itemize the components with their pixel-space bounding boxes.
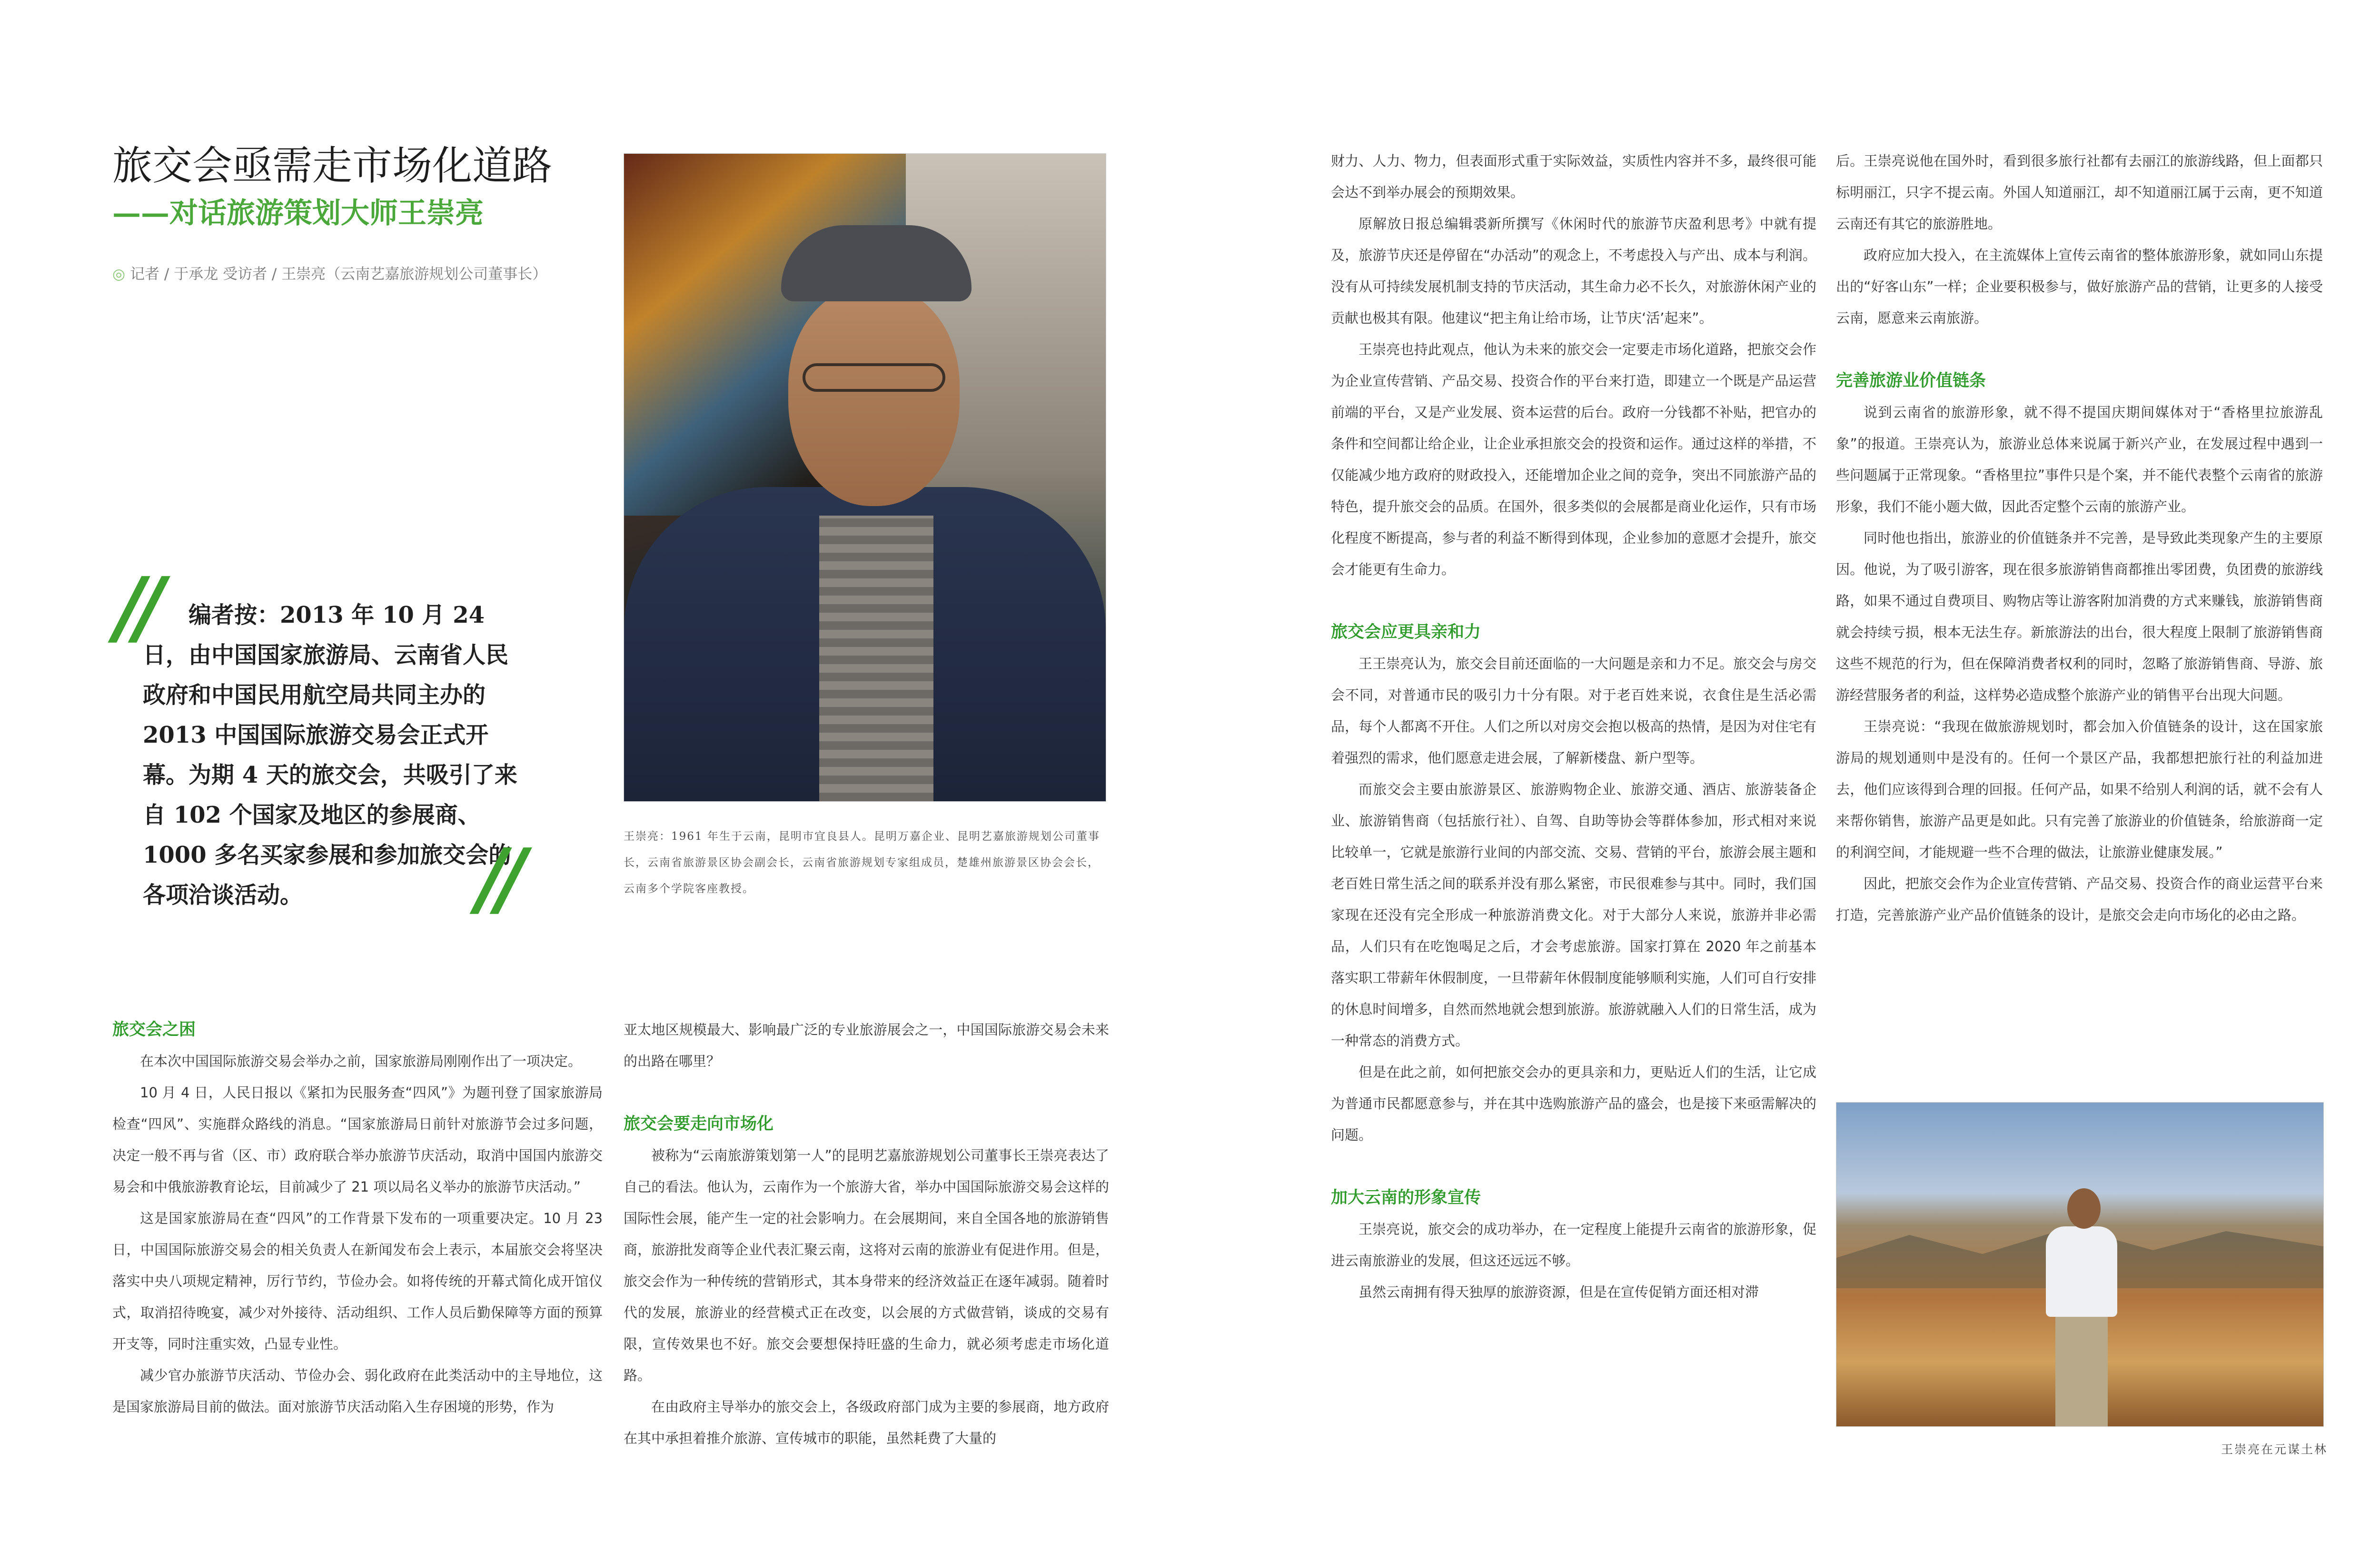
paragraph: 后。王崇亮说他在国外时，看到很多旅行社都有去丽江的旅游线路，但上面都只标明丽江，只字不提云南。外国人知道丽江，却不知道丽江属于云南，更不知道云南还有其它的旅游胜地。 [1836, 153, 2323, 232]
paragraph: 说到云南省的旅游形象，就不得不提国庆期间媒体对于“香格里拉旅游乱象”的报道。王崇亮认为，旅游业总体来说属于新兴产业，在发展过程中遇到一些问题属于正常现象。“香格里拉”事件只是个案，并不能代表整个云南省的旅游形象，我们不能小题大做，因此否定整个云南的旅游产业。 [1836, 404, 2323, 515]
paragraph: 虽然云南拥有得天独厚的旅游资源，但是在宣传促销方面还相对滞 [1359, 1284, 1759, 1300]
paragraph: 被称为“云南旅游策划第一人”的昆明艺嘉旅游规划公司董事长王崇亮表达了自己的看法。他认为，云南作为一个旅游大省，举办中国国际旅游交易会这样的国际性会展，能产生一定的社会影响力。在会展期间，来自全国各地的旅游销售商，旅游批发商等企业代表汇聚云南，这将对云南的旅游业有促进作用。但是，旅交会作为一种传统的营销形式，其本身带来的经济效益正在逐年减弱。随着时代的发展，旅游业的经营模式正在改变，以会展的方式做营销，谈成的交易有限，宣传效果也不好。旅交会要想保持旺盛的生命力，就必须考虑走市场化道路。 [624, 1147, 1109, 1383]
paragraph: 政府应加大投入，在主流媒体上宣传云南省的整体旅游形象，就如同山东提出的“好客山东”一样；企业要积极参与，做好旅游产品的营销，让更多的人接受云南，愿意来云南旅游。 [1836, 247, 2323, 326]
quote-close-icon: // [476, 831, 516, 926]
paragraph: 王崇亮说：“我现在做旅游规划时，都会加入价值链条的设计，这在国家旅游局的规划通则中是没有的。任何一个景区产品，我都想把旅行社的利益加进去，他们应该得到合理的回报。任何产品，如果不给别人利润的话，就不会有人来帮你销售，旅游产品更是如此。只有完善了旅游业的价值链条，给旅游商一定的利润空间，才能规避一些不合理的做法，让旅游业健康发展。” [1836, 718, 2323, 860]
paragraph: 王王崇亮认为，旅交会目前还面临的一大问题是亲和力不足。旅交会与房交会不同，对普通市民的吸引力十分有限。对于老百姓来说，衣食住是生活必需品，每个人都离不开住。人们之所以对房交会抱以极高的热情，是因为对住宅有着强烈的需求，他们愿意走进会展，了解新楼盘、新户型等。 [1331, 656, 1816, 766]
left-column-2 [624, 1014, 1109, 1454]
quote-open-icon: // [114, 559, 155, 655]
paragraph: 10 月 4 日，人民日报以《紧扣为民服务查“四风”》为题刊登了国家旅游局检查“四风”、实施群众路线的消息。“国家旅游局日前针对旅游节会过多问题，决定一般不再与省（区、市）政府联合举办旅游节庆活动，取消中国国内旅游交易会和中俄旅游教育论坛，目前减少了 21 项以局名义举办的旅游节庆活动。” [112, 1084, 603, 1195]
byline [112, 262, 612, 283]
portrait-caption: 王崇亮：1961 年生于云南，昆明市宜良县人。昆明万嘉企业、昆明艺嘉旅游规划公司董事长，云南省旅游景区协会副会长，云南省旅游规划专家组成员，楚雄州旅游景区协会会长，云南多个学院客座教授。 [624, 830, 1100, 895]
paragraph: 在由政府主导举办的旅交会上，各级政府部门成为主要的参展商，地方政府在其中承担着推介旅游、宣传城市的职能，虽然耗费了大量的 [624, 1399, 1109, 1446]
paragraph: 因此，把旅交会作为企业宣传营销、产品交易、投资合作的商业运营平台来打造，完善旅游产业产品价值链条的设计，是旅交会走向市场化的必由之路。 [1836, 875, 2323, 923]
paragraph: 而旅交会主要由旅游景区、旅游购物企业、旅游交通、酒店、旅游装备企业、旅游销售商（包括旅行社）、自驾、自助等协会等群体参加，形式相对来说比较单一，它就是旅游行业间的内部交流、交易、营销的平台，旅游会展主题和老百姓日常生活之间的联系并没有那么紧密，市民很难参与其中。同时，我们国家现在还没有完全形成一种旅游消费文化。对于大部分人来说，旅游并非必需品，人们只有在吃饱喝足之后，才会考虑旅游。国家打算在 2020 年之前基本落实职工带薪年休假制度，一旦带薪年休假制度能够顺利实施，人们可自行安排的休息时间增多，自然而然地就会想到旅游。旅游就融入人们的日常生活，成为一种常态的消费方式。 [1331, 781, 1816, 1049]
paragraph: 同时他也指出，旅游业的价值链条并不完善，是导致此类现象产生的主要原因。他说，为了吸引游客，现在很多旅游销售商都推出零团费，负团费的旅游线路，如果不通过自费项目、购物店等让游客附加消费的方式来赚钱，旅游销售商就会持续亏损，根本无法生存。新旅游法的出台，很大程度上限制了旅游销售商这些不规范的行为，但在保障消费者权利的同时，忽略了旅游销售商、导游、旅游经营服务者的利益，这样势必造成整个旅游产业的销售平台出现大问题。 [1836, 530, 2323, 703]
portrait-photo [624, 153, 1106, 802]
paragraph: 减少官办旅游节庆活动、节俭办会、弱化政府在此类活动中的主导地位，这是国家旅游局目前的做法。面对旅游节庆活动陷入生存困境的形势，作为 [112, 1367, 603, 1415]
landscape-photo [1836, 1102, 2324, 1427]
section-heading: 旅交会之困 [112, 1020, 196, 1039]
face [788, 287, 960, 506]
editor-note: 编者按：2013 年 10 月 24 日，由中国国家旅游局、云南省人民政府和中国民用航空局共同主办的 2013 中国国际旅游交易会正式开幕。为期 4 天的旅交会，共吸引了来自 102 个国家及地区的参展商、1000 多名买家参展和参加旅交会的各项洽谈活动。 [143, 602, 517, 908]
article-title: 旅交会亟需走市场化道路 [112, 142, 553, 189]
article-subtitle: ——对话旅游策划大师王崇亮 [112, 197, 484, 230]
paragraph: 王崇亮说，旅交会的成功举办，在一定程度上能提升云南省的旅游形象，促进云南旅游业的发展，但这还远远不够。 [1331, 1221, 1816, 1269]
trousers [2055, 1314, 2108, 1426]
paragraph: 但是在此之前，如何把旅交会办的更具亲和力，更贴近人们的生活，让它成为普通市民都愿意参与，并在其中选购旅游产品的盛会，也是接下来亟需解决的问题。 [1331, 1064, 1816, 1143]
head [2067, 1188, 2101, 1229]
person-figure [2046, 1188, 2117, 1426]
paragraph: 财力、人力、物力，但表面形式重于实际效益，实质性内容并不多，最终很可能会达不到举办展会的预期效果。 [1331, 153, 1816, 200]
left-column-1 [112, 1014, 603, 1423]
plaid-shirt [819, 516, 933, 801]
byline-text: 记者 / 于承龙 受访者 / 王崇亮（云南艺嘉旅游规划公司董事长） [130, 266, 547, 283]
section-heading: 完善旅游业价值链条 [1836, 371, 1986, 390]
right-column-1 [1331, 145, 1816, 1308]
paragraph: 王崇亮也持此观点，他认为未来的旅交会一定要走市场化道路，把旅交会作为企业宣传营销、产品交易、投资合作的平台来打造，即建立一个既是产品运营前端的平台，又是产业发展、资本运营的后台。政府一分钱都不补贴，把官办的条件和空间都让给企业，让企业承担旅交会的投资和运作。通过这样的举措，不仅能减少地方政府的财政投入，还能增加企业之间的竞争，突出不同旅游产品的特色，提升旅交会的品质。在国外，很多类似的会展都是商业化运作，只有市场化程度不断提高，参与者的利益不断得到体现，企业参加的意愿才会提升，旅交会才能更有生命力。 [1331, 341, 1816, 577]
byline-marker: ◎ [112, 266, 126, 283]
section-heading: 加大云南的形象宣传 [1331, 1188, 1481, 1207]
paragraph: 原解放日报总编辑裘新所撰写《休闲时代的旅游节庆盈利思考》中就有提及，旅游节庆还是停留在“办活动”的观念上，不考虑投入与产出、成本与利润。没有从可持续发展机制支持的节庆活动，其生命力必不长久，对旅游休闲产业的贡献也极其有限。他建议“把主角让给市场，让节庆‘活’起来”。 [1331, 216, 1816, 326]
right-column-2 [1836, 145, 2323, 931]
right-page [1209, 0, 2380, 1552]
glasses [803, 363, 945, 392]
white-shirt [2046, 1226, 2117, 1317]
section-heading: 旅交会应更具亲和力 [1331, 623, 1481, 642]
section-heading: 旅交会要走向市场化 [624, 1114, 774, 1134]
paragraph: 这是国家旅游局在查“四风”的工作背景下发布的一项重要决定。10 月 23 日，中国国际旅游交易会的相关负责人在新闻发布会上表示，本届旅交会将坚决落实中央八项规定精神，厉行节约，节俭办会。如将传统的开幕式简化成开馆仪式，取消招待晚宴，减少对外接待、活动组织、工作人员后勤保障等方面的预算开支等，同时注重实效，凸显专业性。 [112, 1210, 603, 1352]
paragraph: 在本次中国国际旅游交易会举办之前，国家旅游局刚刚作出了一项决定。 [140, 1053, 582, 1069]
landscape-caption: 王崇亮在元谋土林 [2221, 1443, 2328, 1456]
paragraph: 亚太地区规模最大、影响最广泛的专业旅游展会之一，中国国际旅游交易会未来的出路在哪里？ [624, 1022, 1109, 1069]
cap [781, 225, 972, 301]
